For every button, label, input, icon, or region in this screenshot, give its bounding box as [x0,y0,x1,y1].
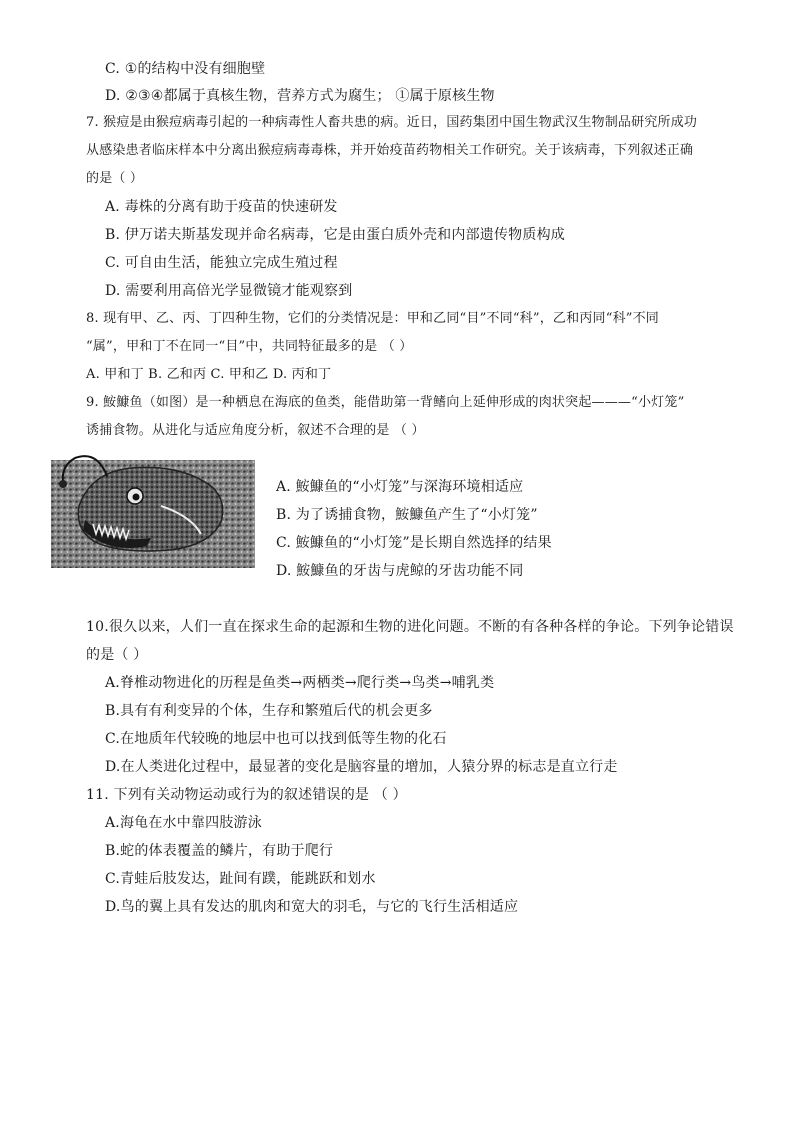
q10-option-d: D.在人类进化过程中，最显著的变化是脑容量的增加，人猿分界的标志是直立行走 [105,759,618,775]
q7-option-d: D. 需要利用高倍光学显微镜才能观察到 [105,283,353,299]
q6-option-c: C. ①的结构中没有细胞壁 [105,61,266,77]
q11-option-d: D.鸟的翼上具有发达的肌肉和宽大的羽毛，与它的飞行生活相适应 [105,899,519,915]
q8-stem-line2: “属”，甲和丁不在同一“目”中，共同特征最多的是 （ ） [86,339,413,354]
q9-option-a: A. 鮟鱇鱼的“小灯笼”与深海环境相适应 [276,479,524,495]
q8-options: A. 甲和丁 B. 乙和丙 C. 甲和乙 D. 丙和丁 [86,367,332,382]
q7-stem-line3: 的是（ ） [86,171,144,186]
anglerfish-image [51,446,255,568]
q8-stem-line1: 8. 现有甲、乙、丙、丁四种生物，它们的分类情况是：甲和乙同“目”不同“科”，乙和丙同“科”不同 [86,311,660,326]
q11-option-a: A.海龟在水中靠四肢游泳 [105,815,262,831]
q10-option-c: C.在地质年代较晚的地层中也可以找到低等生物的化石 [105,731,447,747]
q9-stem-line1: 9. 鮟鱇鱼（如图）是一种栖息在海底的鱼类，能借助第一背鳍向上延伸形成的肉状突起———“小灯笼” [86,395,685,410]
q11-option-b: B.蛇的体表覆盖的鳞片，有助于爬行 [105,843,334,859]
q7-option-a: A. 毒株的分离有助于疫苗的快速研发 [105,199,338,215]
q7-stem-line1: 7. 猴痘是由猴痘病毒引起的一种病毒性人畜共患的病。近日，国药集团中国生物武汉生物制品研究所成功 [86,115,698,130]
q9-option-b: B. 为了诱捕食物，鮟鱇鱼产生了“小灯笼” [276,507,538,523]
q6-option-d: D. ②③④都属于真核生物，营养方式为腐生； ①属于原核生物 [105,88,495,104]
q10-stem-line1: 10.很久以来，人们一直在探求生命的起源和生物的进化问题。不断的有各种各样的争论。下列争论错误 [86,619,734,635]
q9-option-d: D. 鮟鱇鱼的牙齿与虎鲸的牙齿功能不同 [276,563,524,579]
q7-stem-line2: 从感染患者临床样本中分离出猴痘病毒毒株，并开始疫苗药物相关工作研究。关于该病毒，下列叙述正确 [86,143,694,158]
q9-stem-line2: 诱捕食物。从进化与适应角度分析，叙述不合理的是 （ ） [86,423,425,438]
q10-option-a: A.脊椎动物进化的历程是鱼类→两栖类→爬行类→鸟类→哺乳类 [105,675,495,691]
q7-option-b: B. 伊万诺夫斯基发现并命名病毒，它是由蛋白质外壳和内部遗传物质构成 [105,227,565,243]
q11-option-c: C.青蛙后肢发达，趾间有蹼，能跳跃和划水 [105,871,376,887]
q7-option-c: C. 可自由生活，能独立完成生殖过程 [105,255,338,271]
q10-stem-line2: 的是（ ） [86,647,148,663]
q11-stem: 11. 下列有关动物运动或行为的叙述错误的是 （ ） [86,787,407,803]
q10-option-b: B.具有有利变异的个体，生存和繁殖后代的机会更多 [105,703,433,719]
q9-option-c: C. 鮟鱇鱼的“小灯笼”是长期自然选择的结果 [276,535,552,551]
